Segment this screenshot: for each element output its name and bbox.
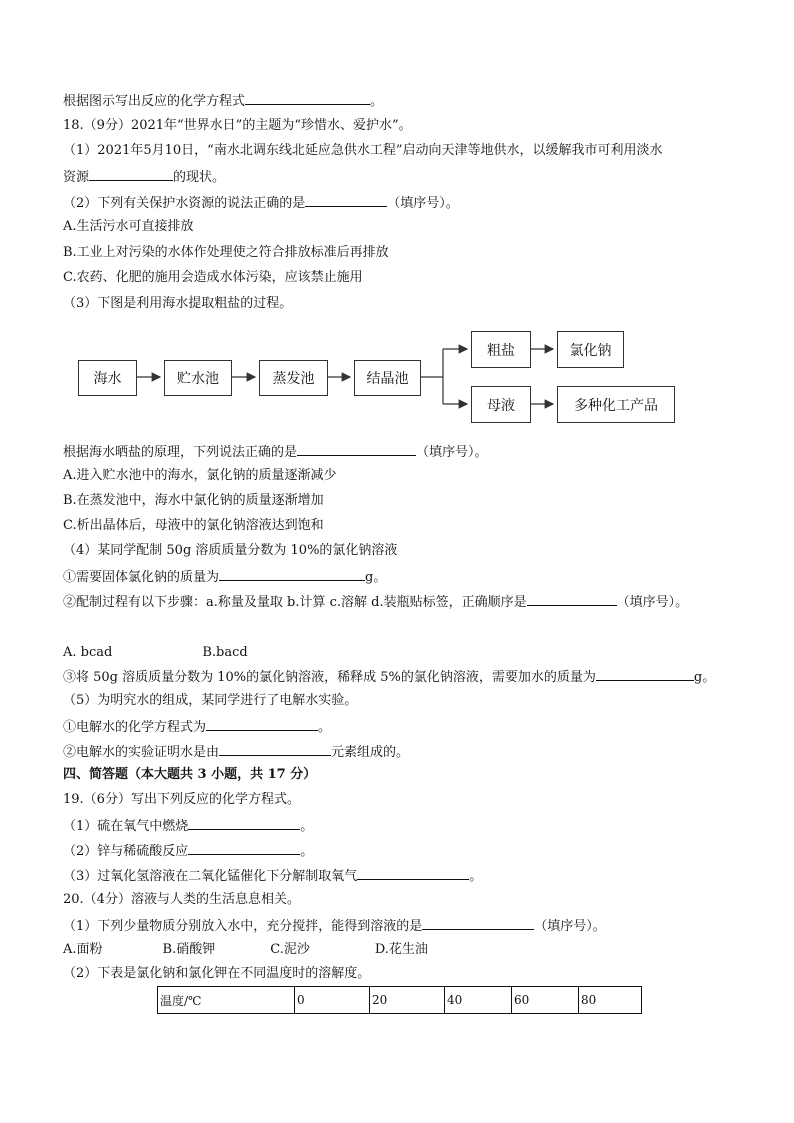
option-b: B.工业上对污染的水体作处理使之符合排放标准后再排放 [63, 245, 389, 260]
answer-blank[interactable] [596, 668, 694, 681]
table-cell: 60 [512, 987, 579, 1014]
option-a: A. bcad [63, 645, 113, 660]
option-b: B.在蒸发池中，海水中氯化钠的质量逐渐增加 [63, 493, 324, 508]
solubility-table [157, 986, 642, 1014]
table-cell: 0 [295, 987, 370, 1014]
option-c: C.析出晶体后，母液中的氯化钠溶液达到饱和 [63, 518, 324, 533]
question-18-4-3 [63, 668, 715, 686]
question-18-3: （3）下图是利用海水提取粗盐的过程。 [63, 296, 293, 311]
question-text: （2）下列有关保护水资源的说法正确的是 [63, 196, 306, 211]
question-text: 元素组成的。 [331, 745, 410, 760]
question-text: g。 [693, 670, 716, 685]
answer-blank[interactable] [422, 917, 534, 930]
question-20-1 [63, 917, 606, 935]
question-text: （填序号）。 [387, 196, 459, 211]
question-18-5-2 [63, 743, 409, 761]
table-header-cell: 温度/℃ [158, 987, 295, 1014]
question-text: （1）下列少量物质分别放入水中，充分搅拌，能得到溶液的是 [63, 919, 423, 934]
question-19-2 [63, 842, 313, 860]
question-text: （填序号）。 [416, 445, 488, 460]
question-text: ②配制过程有以下步骤：a.称量及量取 b.计算 c.溶解 d.装瓶贴标签，正确顺序是 [63, 595, 527, 610]
question-18-1-text: （1）2021年5月10日，“南水北调东线北延应急供水工程”启动向天津等地供水，以缓解我市可利用淡水 [63, 143, 663, 158]
option-a: A.面粉 [63, 942, 103, 957]
answer-blank[interactable] [188, 842, 300, 855]
answer-blank[interactable] [357, 867, 469, 880]
question-18-4: （4）某同学配制 50g 溶质质量分数为 10%的氯化钠溶液 [63, 543, 398, 558]
question-text: （3）过氧化氢溶液在二氧化锰催化下分解制取氧气 [63, 869, 358, 884]
question-20-1-options [63, 942, 428, 958]
flow-box-reservoir: 贮水池 [164, 360, 232, 396]
question-text: （填序号）。 [534, 919, 606, 934]
option-c: C.泥沙 [270, 942, 310, 957]
answer-blank[interactable] [188, 817, 300, 830]
question-19-3 [63, 867, 482, 885]
option-a: A.生活污水可直接排放 [63, 219, 194, 234]
question-text: 根据图示写出反应的化学方程式 [63, 94, 246, 109]
question-text: ①电解水的化学方程式为 [63, 720, 207, 735]
flow-box-evaporation: 蒸发池 [259, 360, 328, 396]
question-text: （填序号）。 [616, 595, 689, 610]
flow-box-mother-liquor: 母液 [471, 386, 531, 423]
flow-box-crude-salt: 粗盐 [471, 331, 531, 368]
question-20-title: 20.（4分）溶液与人类的生活息息相关。 [63, 892, 300, 907]
question-text: 的现状。 [173, 170, 226, 185]
table-cell: 40 [445, 987, 512, 1014]
table-cell: 20 [370, 987, 445, 1014]
question-text: ③将 50g 溶质质量分数为 10%的氯化钠溶液，稀释成 5%的氯化钠溶液，需要加水的质量为 [63, 670, 596, 685]
question-text: （2）锌与稀硫酸反应 [63, 844, 189, 859]
question-18-5-1 [63, 718, 331, 736]
question-20-2: （2）下表是氯化钠和氯化钾在不同温度时的溶解度。 [63, 966, 371, 981]
question-19-1 [63, 817, 313, 835]
question-text: 根据海水晒盐的原理，下列说法正确的是 [63, 445, 298, 460]
table-row [158, 987, 642, 1014]
question-text: 。 [370, 94, 384, 109]
answer-blank[interactable] [297, 443, 416, 456]
question-text: 。 [300, 844, 314, 859]
question-18-4-2-options [63, 645, 248, 661]
flow-box-nacl: 氯化钠 [557, 331, 624, 368]
question-18-title: 18.（9分）2021年“世界水日”的主题为“珍惜水、爱护水”。 [63, 118, 412, 133]
question-text: 。 [318, 720, 332, 735]
question-text: 。 [300, 819, 314, 834]
question-text: g。 [365, 570, 387, 585]
option-b: B.bacd [202, 645, 248, 660]
answer-blank[interactable] [527, 593, 617, 606]
question-18-4-1 [63, 568, 386, 586]
option-d: D.花生油 [374, 942, 428, 957]
question-18-4-2 [63, 593, 688, 611]
table-cell: 80 [579, 987, 642, 1014]
answer-blank[interactable] [219, 568, 365, 581]
flow-box-seawater: 海水 [78, 360, 137, 396]
question-text: ②电解水的实验证明水是由 [63, 745, 220, 760]
flow-box-chem-products: 多种化工产品 [557, 386, 675, 423]
question-18-5: （5）为明究水的组成，某同学进行了电解水实验。 [63, 693, 358, 708]
answer-blank[interactable] [206, 718, 318, 731]
flow-box-crystallization: 结晶池 [354, 360, 421, 396]
question-text: 资源 [63, 170, 90, 185]
question-text: 。 [469, 869, 483, 884]
question-18-3-q [63, 443, 488, 461]
question-text: （1）硫在氧气中燃烧 [63, 819, 189, 834]
answer-blank[interactable] [219, 743, 331, 756]
option-a: A.进入贮水池中的海水，氯化钠的质量逐渐减少 [63, 468, 337, 483]
option-c: C.农药、化肥的施用会造成水体污染，应该禁止施用 [63, 270, 363, 285]
option-b: B.硝酸钾 [162, 942, 216, 957]
section-4-heading: 四、简答题（本大题共 3 小题，共 17 分） [63, 767, 317, 782]
question-text: ①需要固体氯化钠的质量为 [63, 570, 220, 585]
question-19-title: 19.（6分）写出下列反应的化学方程式。 [63, 792, 300, 807]
